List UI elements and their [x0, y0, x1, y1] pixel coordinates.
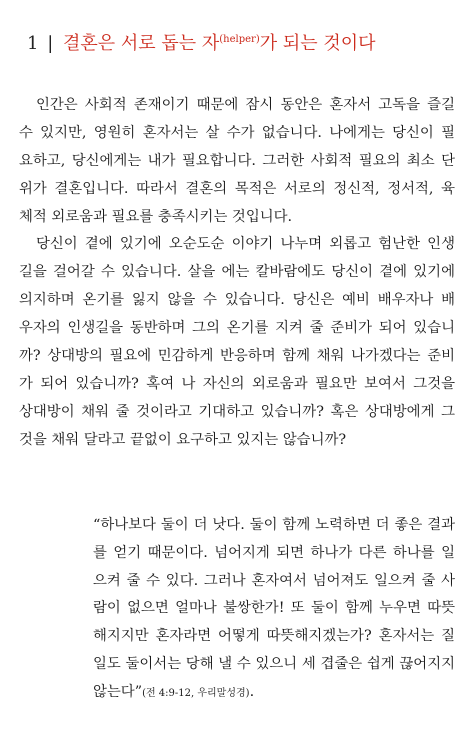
- quote-final-text: 않는다”: [93, 683, 143, 700]
- section-title-part1: 결혼은 서로 돕는 자: [63, 33, 220, 54]
- quote-line: “하나보다 둘이 더 낫다. 둘이 함께 노력하면 더 좋은 결과: [93, 517, 455, 533]
- quote-end-period: .: [249, 683, 255, 700]
- body-line: 가 되어 있습니까? 혹여 나 자신의 외로움과 필요만 보여서 그것을: [19, 375, 455, 392]
- body-paragraphs: [19, 92, 455, 455]
- section-heading: [27, 28, 457, 56]
- section-title-superscript: (helper): [219, 34, 260, 45]
- body-line: 당신이 곁에 있기에 오순도순 이야기 나누며 외롭고 험난한 인생: [19, 236, 455, 253]
- quote-line: 를 얻기 때문이다. 넘어지게 되면 하나가 다른 하나를 일: [93, 544, 455, 561]
- scripture-quote: [93, 512, 455, 707]
- body-line: 인간은 사회적 존재이기 때문에 잠시 동안은 혼자서 고독을 즐길: [19, 97, 455, 113]
- body-line: 우자의 인생길을 동반하며 그의 온기를 지켜 줄 준비가 되어 있습니: [19, 320, 455, 337]
- section-title: [63, 33, 376, 54]
- quote-citation: (전 4:9-12, 우리말성경): [142, 687, 250, 699]
- section-title-part2: 가 되는 것이다: [259, 33, 376, 54]
- quote-line: 일도 둘이서는 당해 낼 수 있으니 세 겹줄은 쉽게 끊어지지: [93, 655, 455, 672]
- body-line: 까? 상대방의 필요에 민감하게 반응하며 함께 채워 나가겠다는 준비: [19, 348, 455, 365]
- quote-line: 해지지만 혼자라면 어떻게 따뜻해지겠는가? 혼자서는 질: [93, 628, 455, 645]
- body-line: 길을 걸어갈 수 있습니다. 살을 에는 칼바람에도 당신이 곁에 있기에: [19, 264, 455, 281]
- body-line: 상대방이 채워 줄 것이라고 기대하고 있습니까? 혹은 상대방에게 그: [19, 403, 455, 420]
- quote-line: 람이 없으면 얼마나 불쌍한가! 또 둘이 함께 누우면 따뜻: [93, 600, 455, 617]
- body-line: 요하고, 당신에게는 내가 필요합니다. 그러한 사회적 필요의 최소 단: [19, 152, 455, 169]
- section-separator: |: [47, 33, 54, 54]
- section-number: 1: [27, 33, 39, 54]
- quote-line-final: [93, 679, 455, 707]
- quote-line: 으켜 줄 수 있다. 그러나 혼자여서 넘어져도 일으켜 줄 사: [93, 572, 455, 589]
- body-line: 수 있지만, 영원히 혼자서는 살 수가 없습니다. 나에게는 당신이 필: [19, 124, 455, 141]
- body-line: 체적 외로움과 필요를 충족시키는 것입니다.: [19, 208, 293, 225]
- body-line: 위가 결혼입니다. 따라서 결혼의 목적은 서로의 정신적, 정서적, 육: [19, 180, 455, 197]
- body-line: 것을 채워 달라고 끝없이 요구하고 있지는 않습니까?: [19, 431, 347, 448]
- body-line: 의지하며 온기를 잃지 않을 수 있습니다. 당신은 예비 배우자나 배: [19, 292, 455, 309]
